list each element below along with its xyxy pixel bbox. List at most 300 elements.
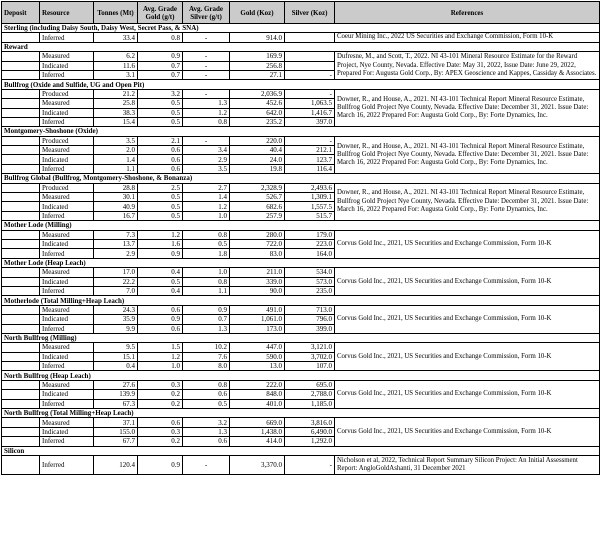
silver-koz-cell: 399.0 [285, 324, 335, 333]
deposit-cell [2, 418, 40, 427]
resource-cell: Indicated [40, 390, 94, 399]
tonnes-cell: 0.4 [94, 362, 138, 371]
gold-grade-cell: 0.9 [138, 315, 183, 324]
silver-koz-cell [285, 61, 335, 70]
resource-cell: Inferred [40, 362, 94, 371]
silver-grade-cell: 1.3 [183, 427, 230, 436]
tonnes-cell: 22.2 [94, 277, 138, 286]
tonnes-cell: 7.0 [94, 286, 138, 295]
silver-koz-cell: 3,702.0 [285, 352, 335, 361]
tonnes-cell: 17.0 [94, 268, 138, 277]
gold-grade-cell: 0.2 [138, 399, 183, 408]
deposit-title: North Bullfrog (Milling) [2, 333, 600, 342]
deposit-cell [2, 52, 40, 61]
resource-cell: Indicated [40, 315, 94, 324]
gold-grade-cell: 0.4 [138, 286, 183, 295]
gold-koz-cell: 257.9 [230, 211, 285, 220]
silver-koz-cell: 515.7 [285, 211, 335, 220]
tonnes-cell: 6.2 [94, 52, 138, 61]
tonnes-cell: 37.1 [94, 418, 138, 427]
gold-grade-cell: 0.5 [138, 277, 183, 286]
silver-grade-cell: 1.8 [183, 249, 230, 258]
deposit-cell [2, 324, 40, 333]
resource-cell: Inferred [40, 211, 94, 220]
resource-cell: Inferred [40, 399, 94, 408]
silver-koz-cell: 223.0 [285, 239, 335, 248]
header-silver-koz: Silver (Koz) [285, 2, 335, 24]
reference-cell: Dufresne, M., and Scott, T., 2022. NI 43-101 Mineral Resource Estimate for the Reward Project, Nye County, Nevada. Effective Date: May 31, 2022, Issue Date: June 29, 2022, Prepared For: Augusta Gold Corp., By: APEX Geoscience and Kappes, Cassiday & Associates. [335, 52, 600, 80]
silver-koz-cell [285, 52, 335, 61]
deposit-cell [2, 99, 40, 108]
header-gold-koz: Gold (Koz) [230, 2, 285, 24]
deposit-group-row [2, 446, 600, 455]
tonnes-cell: 33.4 [94, 33, 138, 42]
deposit-cell [2, 193, 40, 202]
deposit-group-row [2, 42, 600, 51]
resource-cell: Measured [40, 99, 94, 108]
deposit-title: Bullfrog Global (Bullfrog, Montgomery-Shoshone, & Bonanza) [2, 174, 600, 183]
resource-cell: Indicated [40, 277, 94, 286]
gold-grade-cell: 0.5 [138, 202, 183, 211]
tonnes-cell: 67.7 [94, 437, 138, 446]
reference-cell: Downer, R., and House, A., 2021. NI 43-101 Technical Report Mineral Resource Estimate, Bullfrog Gold Project Nye County, Nevada. Effective Date: December 31, 2021. Issue Date: March 16, 2022 Prepared For: Augusta Gold Corp., By: Forte Dynamics, Inc. [335, 136, 600, 174]
tonnes-cell: 21.2 [94, 89, 138, 98]
silver-grade-cell: 1.3 [183, 324, 230, 333]
gold-koz-cell: 669.0 [230, 418, 285, 427]
silver-koz-cell: 123.7 [285, 155, 335, 164]
deposit-cell [2, 315, 40, 324]
gold-grade-cell: 0.9 [138, 455, 183, 474]
resource-cell: Indicated [40, 239, 94, 248]
gold-koz-cell: 722.0 [230, 239, 285, 248]
silver-koz-cell [285, 33, 335, 42]
gold-grade-cell: 0.3 [138, 427, 183, 436]
tonnes-cell: 40.9 [94, 202, 138, 211]
deposit-cell [2, 362, 40, 371]
silver-grade-cell: - [183, 455, 230, 474]
deposit-title: Motherlode (Total Milling+Heap Leach) [2, 296, 600, 305]
reference-cell: Downer, R., and House, A., 2021. NI 43-101 Technical Report Mineral Resource Estimate, Bullfrog Gold Project Nye County, Nevada. Effective Date: December 31, 2021. Issue Date: March 16, 2022 Prepared For: Augusta Gold Corp., By: Forte Dynamics, Inc. [335, 183, 600, 221]
gold-grade-cell: 1.2 [138, 230, 183, 239]
silver-grade-cell: 0.6 [183, 437, 230, 446]
silver-koz-cell: - [285, 70, 335, 79]
silver-koz-cell: 2,493.6 [285, 183, 335, 192]
tonnes-cell: 28.8 [94, 183, 138, 192]
tonnes-cell: 16.7 [94, 211, 138, 220]
gold-koz-cell: 2,328.9 [230, 183, 285, 192]
reference-cell: Corvus Gold Inc., 2021, US Securities and Exchange Commission, Form 10-K [335, 230, 600, 258]
deposit-cell [2, 249, 40, 258]
silver-koz-cell: 1,063.5 [285, 99, 335, 108]
deposit-cell [2, 108, 40, 117]
reference-cell: Corvus Gold Inc., 2021, US Securities and Exchange Commission, Form 10-K [335, 268, 600, 296]
tonnes-cell: 25.8 [94, 99, 138, 108]
deposit-cell [2, 70, 40, 79]
resource-cell: Inferred [40, 286, 94, 295]
gold-grade-cell: 2.5 [138, 183, 183, 192]
silver-koz-cell: 1,292.0 [285, 437, 335, 446]
tonnes-cell: 15.1 [94, 352, 138, 361]
gold-koz-cell: 682.6 [230, 202, 285, 211]
table-row [2, 89, 600, 98]
silver-grade-cell: 2.7 [183, 183, 230, 192]
gold-koz-cell: 220.0 [230, 136, 285, 145]
deposit-cell [2, 146, 40, 155]
deposit-group-row [2, 258, 600, 267]
silver-grade-cell: - [183, 136, 230, 145]
tonnes-cell: 67.3 [94, 399, 138, 408]
silver-grade-cell: 0.8 [183, 117, 230, 126]
gold-koz-cell: 83.0 [230, 249, 285, 258]
silver-koz-cell: 713.0 [285, 305, 335, 314]
resource-cell: Inferred [40, 249, 94, 258]
resource-cell: Inferred [40, 455, 94, 474]
silver-grade-cell: - [183, 70, 230, 79]
gold-grade-cell: 0.5 [138, 99, 183, 108]
silver-grade-cell: 0.6 [183, 390, 230, 399]
silver-grade-cell: 3.4 [183, 146, 230, 155]
tonnes-cell: 7.3 [94, 230, 138, 239]
gold-grade-cell: 1.0 [138, 362, 183, 371]
gold-koz-cell: 27.1 [230, 70, 285, 79]
deposit-cell [2, 155, 40, 164]
deposit-title: Mother Lode (Heap Leach) [2, 258, 600, 267]
deposit-cell [2, 286, 40, 295]
tonnes-cell: 35.9 [94, 315, 138, 324]
deposit-cell [2, 427, 40, 436]
gold-grade-cell: 0.5 [138, 117, 183, 126]
gold-grade-cell: 0.5 [138, 193, 183, 202]
gold-grade-cell: 0.6 [138, 155, 183, 164]
deposit-cell [2, 268, 40, 277]
deposit-group-row [2, 127, 600, 136]
silver-grade-cell: 0.5 [183, 399, 230, 408]
deposit-cell [2, 33, 40, 42]
header-deposit: Deposit [2, 2, 40, 24]
resource-cell: Measured [40, 380, 94, 389]
silver-grade-cell: 1.2 [183, 108, 230, 117]
gold-koz-cell: 401.0 [230, 399, 285, 408]
gold-koz-cell: 3,370.0 [230, 455, 285, 474]
gold-grade-cell: 1.6 [138, 239, 183, 248]
deposit-cell [2, 117, 40, 126]
deposit-cell [2, 343, 40, 352]
gold-grade-cell: 0.7 [138, 70, 183, 79]
tonnes-cell: 13.7 [94, 239, 138, 248]
resource-cell: Indicated [40, 61, 94, 70]
deposit-title: Bullfrog (Oxide and Sulfide, UG and Open Pit) [2, 80, 600, 89]
gold-grade-cell: 0.2 [138, 437, 183, 446]
silver-grade-cell: 0.7 [183, 315, 230, 324]
gold-koz-cell: 590.0 [230, 352, 285, 361]
deposit-cell [2, 230, 40, 239]
gold-koz-cell: 447.0 [230, 343, 285, 352]
gold-koz-cell: 280.0 [230, 230, 285, 239]
table-row [2, 343, 600, 352]
gold-grade-cell: 0.3 [138, 380, 183, 389]
header-references: References [335, 2, 600, 24]
resource-cell: Measured [40, 268, 94, 277]
gold-koz-cell: 90.0 [230, 286, 285, 295]
gold-grade-cell: 0.9 [138, 52, 183, 61]
reference-cell: Coeur Mining Inc., 2022 US Securities and Exchange Commission, Form 10-K [335, 33, 600, 42]
gold-koz-cell: 222.0 [230, 380, 285, 389]
tonnes-cell: 3.1 [94, 70, 138, 79]
table-row [2, 230, 600, 239]
table-row [2, 268, 600, 277]
resource-cell: Measured [40, 146, 94, 155]
silver-grade-cell: 7.6 [183, 352, 230, 361]
silver-koz-cell: - [285, 455, 335, 474]
tonnes-cell: 24.3 [94, 305, 138, 314]
silver-koz-cell: 107.0 [285, 362, 335, 371]
silver-koz-cell: 573.0 [285, 277, 335, 286]
silver-koz-cell: 235.0 [285, 286, 335, 295]
gold-koz-cell: 211.0 [230, 268, 285, 277]
gold-koz-cell: 13.0 [230, 362, 285, 371]
silver-koz-cell: 397.0 [285, 117, 335, 126]
gold-grade-cell: 1.5 [138, 343, 183, 352]
deposit-group-row [2, 174, 600, 183]
header-silver-grade: Avg. Grade Silver (g/t) [183, 2, 230, 24]
gold-grade-cell: 0.6 [138, 418, 183, 427]
reference-cell: Corvus Gold Inc., 2021, US Securities and Exchange Commission, Form 10-K [335, 418, 600, 446]
gold-grade-cell: 2.1 [138, 136, 183, 145]
resource-cell: Indicated [40, 427, 94, 436]
silver-grade-cell: 0.8 [183, 380, 230, 389]
gold-grade-cell: 0.2 [138, 390, 183, 399]
gold-koz-cell: 256.8 [230, 61, 285, 70]
silver-grade-cell: 1.0 [183, 211, 230, 220]
table-row [2, 418, 600, 427]
tonnes-cell: 38.3 [94, 108, 138, 117]
deposit-cell [2, 61, 40, 70]
gold-koz-cell: 1,061.0 [230, 315, 285, 324]
gold-grade-cell: 1.2 [138, 352, 183, 361]
silver-koz-cell: 534.0 [285, 268, 335, 277]
header-tonnes: Tonnes (Mt) [94, 2, 138, 24]
gold-koz-cell: 914.0 [230, 33, 285, 42]
deposit-title: Reward [2, 42, 600, 51]
silver-grade-cell: 0.8 [183, 277, 230, 286]
resource-cell: Inferred [40, 117, 94, 126]
deposit-cell [2, 202, 40, 211]
tonnes-cell: 1.1 [94, 164, 138, 173]
deposit-group-row [2, 296, 600, 305]
deposit-cell [2, 390, 40, 399]
silver-koz-cell: 1,416.7 [285, 108, 335, 117]
tonnes-cell: 155.0 [94, 427, 138, 436]
gold-koz-cell: 491.0 [230, 305, 285, 314]
gold-koz-cell: 1,438.0 [230, 427, 285, 436]
deposit-title: Montgomery-Shoshone (Oxide) [2, 127, 600, 136]
silver-koz-cell: 695.0 [285, 380, 335, 389]
deposit-title: North Bullfrog (Total Milling+Heap Leach) [2, 409, 600, 418]
resource-cell: Measured [40, 230, 94, 239]
reference-cell: Downer, R., and House, A., 2021. NI 43-101 Technical Report Mineral Resource Estimate, Bullfrog Gold Project Nye County, Nevada. Effective Date: December 31, 2021. Issue Date: March 16, 2022 Prepared For: Augusta Gold Corp., By: Forte Dynamics, Inc. [335, 89, 600, 127]
deposit-title: Mother Lode (Milling) [2, 221, 600, 230]
silver-grade-cell: - [183, 33, 230, 42]
silver-koz-cell: - [285, 136, 335, 145]
silver-koz-cell: 1,185.0 [285, 399, 335, 408]
gold-koz-cell: 526.7 [230, 193, 285, 202]
table-row [2, 33, 600, 42]
tonnes-cell: 9.5 [94, 343, 138, 352]
gold-koz-cell: 2,036.9 [230, 89, 285, 98]
deposit-cell [2, 164, 40, 173]
table-row [2, 380, 600, 389]
reference-cell: Corvus Gold Inc., 2021, US Securities and Exchange Commission, Form 10-K [335, 343, 600, 371]
silver-grade-cell: 0.5 [183, 239, 230, 248]
resource-cell: Produced [40, 89, 94, 98]
tonnes-cell: 120.4 [94, 455, 138, 474]
deposit-title: Sterling (including Daisy South, Daisy West, Secret Pass, & SNA) [2, 24, 600, 33]
silver-grade-cell: 0.8 [183, 230, 230, 239]
silver-grade-cell: 3.2 [183, 418, 230, 427]
deposit-group-row [2, 24, 600, 33]
resource-cell: Indicated [40, 202, 94, 211]
resource-cell: Measured [40, 418, 94, 427]
deposit-cell [2, 305, 40, 314]
deposit-cell [2, 183, 40, 192]
gold-koz-cell: 642.0 [230, 108, 285, 117]
silver-koz-cell: 6,490.0 [285, 427, 335, 436]
reference-cell: Nicholson et al, 2022, Technical Report Summary Silicon Project: An Initial Assessment Report: AngloGoldAshanti, 31 December 2021 [335, 455, 600, 474]
resource-cell: Measured [40, 193, 94, 202]
silver-koz-cell: 2,788.0 [285, 390, 335, 399]
tonnes-cell: 30.1 [94, 193, 138, 202]
tonnes-cell: 9.9 [94, 324, 138, 333]
header-gold-grade: Avg. Grade Gold (g/t) [138, 2, 183, 24]
tonnes-cell: 11.6 [94, 61, 138, 70]
deposit-group-row [2, 333, 600, 342]
reference-cell: Corvus Gold Inc., 2021, US Securities and Exchange Commission, Form 10-K [335, 305, 600, 333]
tonnes-cell: 2.0 [94, 146, 138, 155]
gold-grade-cell: 0.5 [138, 211, 183, 220]
gold-grade-cell: 0.4 [138, 268, 183, 277]
deposit-title: North Bullfrog (Heap Leach) [2, 371, 600, 380]
resource-cell: Inferred [40, 324, 94, 333]
table-row [2, 183, 600, 192]
tonnes-cell: 27.6 [94, 380, 138, 389]
silver-grade-cell: 10.2 [183, 343, 230, 352]
resource-cell: Produced [40, 183, 94, 192]
table-row [2, 136, 600, 145]
resource-cell: Measured [40, 305, 94, 314]
resource-cell: Inferred [40, 164, 94, 173]
resource-cell: Indicated [40, 155, 94, 164]
resource-cell: Produced [40, 136, 94, 145]
silver-grade-cell: 8.0 [183, 362, 230, 371]
tonnes-cell: 3.5 [94, 136, 138, 145]
silver-grade-cell: - [183, 89, 230, 98]
silver-grade-cell: 1.3 [183, 99, 230, 108]
resource-cell: Measured [40, 343, 94, 352]
gold-grade-cell: 0.5 [138, 108, 183, 117]
table-row [2, 52, 600, 61]
silver-grade-cell: 1.1 [183, 286, 230, 295]
silver-grade-cell: 0.9 [183, 305, 230, 314]
silver-grade-cell: 1.2 [183, 202, 230, 211]
deposit-cell [2, 352, 40, 361]
gold-koz-cell: 169.9 [230, 52, 285, 61]
tonnes-cell: 139.9 [94, 390, 138, 399]
header-row [2, 2, 600, 24]
gold-grade-cell: 0.6 [138, 146, 183, 155]
reference-cell: Corvus Gold Inc., 2021, US Securities and Exchange Commission, Form 10-K [335, 380, 600, 408]
gold-grade-cell: 0.8 [138, 33, 183, 42]
resource-cell: Indicated [40, 352, 94, 361]
deposit-group-row [2, 80, 600, 89]
resource-cell: Inferred [40, 70, 94, 79]
gold-grade-cell: 0.6 [138, 305, 183, 314]
gold-koz-cell: 414.0 [230, 437, 285, 446]
gold-koz-cell: 452.6 [230, 99, 285, 108]
silver-koz-cell: 796.0 [285, 315, 335, 324]
gold-koz-cell: 339.0 [230, 277, 285, 286]
silver-grade-cell: 3.5 [183, 164, 230, 173]
silver-koz-cell: - [285, 89, 335, 98]
resource-cell: Indicated [40, 108, 94, 117]
deposit-cell [2, 211, 40, 220]
silver-koz-cell: 212.1 [285, 146, 335, 155]
deposit-group-row [2, 371, 600, 380]
deposit-group-row [2, 221, 600, 230]
silver-koz-cell: 1,309.1 [285, 193, 335, 202]
deposit-cell [2, 399, 40, 408]
tonnes-cell: 2.9 [94, 249, 138, 258]
gold-koz-cell: 235.2 [230, 117, 285, 126]
deposit-cell [2, 89, 40, 98]
deposit-group-row [2, 409, 600, 418]
gold-grade-cell: 0.6 [138, 324, 183, 333]
gold-koz-cell: 40.4 [230, 146, 285, 155]
table-body [2, 24, 600, 475]
gold-grade-cell: 0.7 [138, 61, 183, 70]
gold-koz-cell: 848.0 [230, 390, 285, 399]
gold-koz-cell: 19.8 [230, 164, 285, 173]
deposit-cell [2, 239, 40, 248]
table-row [2, 305, 600, 314]
resource-cell: Measured [40, 52, 94, 61]
gold-koz-cell: 24.0 [230, 155, 285, 164]
silver-koz-cell: 116.4 [285, 164, 335, 173]
silver-grade-cell: 2.9 [183, 155, 230, 164]
silver-grade-cell: - [183, 52, 230, 61]
silver-koz-cell: 3,121.0 [285, 343, 335, 352]
silver-koz-cell: 164.0 [285, 249, 335, 258]
resource-cell: Inferred [40, 33, 94, 42]
silver-grade-cell: 1.0 [183, 268, 230, 277]
silver-grade-cell: - [183, 61, 230, 70]
header-resource: Resource [40, 2, 94, 24]
silver-koz-cell: 1,557.5 [285, 202, 335, 211]
tonnes-cell: 1.4 [94, 155, 138, 164]
deposit-cell [2, 455, 40, 474]
gold-grade-cell: 0.6 [138, 164, 183, 173]
gold-koz-cell: 173.0 [230, 324, 285, 333]
silver-koz-cell: 179.0 [285, 230, 335, 239]
tonnes-cell: 15.4 [94, 117, 138, 126]
deposit-cell [2, 136, 40, 145]
silver-grade-cell: 1.4 [183, 193, 230, 202]
silver-koz-cell: 3,816.0 [285, 418, 335, 427]
deposit-cell [2, 437, 40, 446]
gold-grade-cell: 3.2 [138, 89, 183, 98]
deposit-cell [2, 380, 40, 389]
deposit-title: Silicon [2, 446, 600, 455]
deposit-cell [2, 277, 40, 286]
